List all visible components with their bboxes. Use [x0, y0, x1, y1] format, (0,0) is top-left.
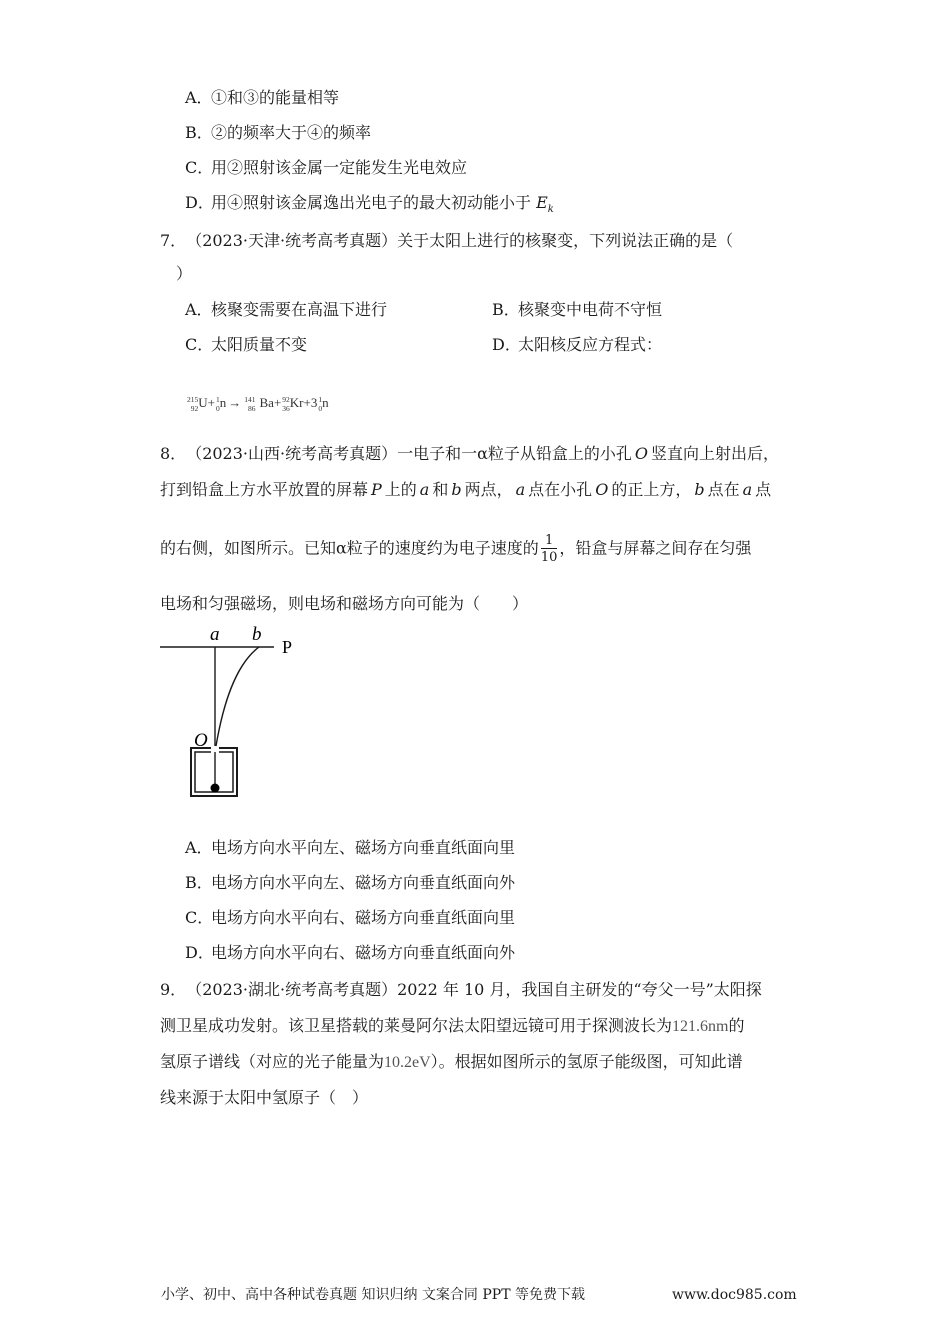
- energy-value: 10.2eV: [384, 1054, 431, 1071]
- n-mass: 1: [215, 395, 220, 405]
- q8-option-c: [185, 908, 515, 929]
- ba-symbol: Ba: [259, 395, 274, 410]
- var-a: a: [515, 480, 526, 499]
- label-O: O: [194, 730, 208, 751]
- plus-sign: +: [207, 395, 215, 410]
- label-P: P: [282, 637, 293, 657]
- option-letter: B．: [185, 873, 213, 892]
- option-letter: C．: [185, 158, 214, 177]
- reaction-arrow: →: [228, 395, 242, 410]
- energy-subscript: k: [547, 204, 554, 216]
- plus-three: +3: [303, 395, 318, 410]
- var-a: a: [419, 480, 430, 499]
- text-segment: 和: [432, 480, 449, 499]
- plus-sign: +: [273, 395, 282, 410]
- question-number: 8．: [160, 444, 187, 463]
- option-text: 核聚变中电荷不守恒: [518, 300, 663, 319]
- u-mass: 215: [187, 395, 199, 405]
- option-text: ②的频率大于④的频率: [211, 123, 372, 142]
- q6-option-d: [185, 193, 554, 216]
- ba-mass: 141: [244, 395, 256, 405]
- q8-option-b: [185, 873, 515, 894]
- q7-option-b: [492, 300, 662, 321]
- text-segment: 的右侧，如图所示。已知α粒子的速度约为电子速度的: [160, 538, 539, 558]
- q8-line-3: [160, 533, 751, 565]
- nuclear-equation: [186, 395, 329, 413]
- q8-option-a: [185, 838, 515, 859]
- text-segment: 点在小孔: [528, 480, 593, 499]
- q8-option-d: [185, 943, 515, 964]
- q9-line-4: 线来源于太阳中氢原子（ ）: [160, 1088, 369, 1107]
- q8-line-2: [160, 480, 771, 501]
- option-text: 电场方向水平向左、磁场方向垂直纸面向外: [211, 873, 516, 892]
- var-b: b: [451, 480, 462, 499]
- q9-line-1: [160, 980, 762, 1001]
- kr-symbol: Kr: [289, 395, 304, 410]
- q8-figure: [155, 620, 315, 802]
- text-segment: 上的: [384, 480, 417, 499]
- option-text: 电场方向水平向右、磁场方向垂直纸面向外: [211, 943, 516, 962]
- question-source: （2023·湖北·统考高考真题）: [194, 980, 398, 999]
- text-segment: 2022 年 10 月，我国自主研发的“夸父一号”太阳探: [397, 980, 762, 999]
- question-number: 7．: [160, 231, 187, 250]
- question-source: （2023·山西·统考高考真题）: [194, 444, 398, 463]
- text-segment: 竖直向上射出后，: [651, 444, 780, 463]
- text-segment: 测卫星成功发射。该卫星搭载的莱曼阿尔法太阳望远镜可用于探测波长为: [160, 1016, 673, 1035]
- particle-source: [211, 784, 220, 793]
- text-segment: 两点，: [464, 480, 513, 499]
- label-b: b: [252, 624, 262, 645]
- text-segment: 打到铅盒上方水平放置的屏幕: [160, 480, 369, 499]
- q8-line-4: 电场和匀强磁场，则电场和磁场方向可能为（ ）: [160, 594, 529, 613]
- option-text: 用②照射该金属一定能发生光电效应: [211, 158, 468, 177]
- text-segment: 的正上方，: [611, 480, 692, 499]
- text-segment: 的: [728, 1016, 745, 1035]
- text-segment: 点: [755, 480, 772, 499]
- option-text: 太阳质量不变: [211, 335, 308, 354]
- text-segment: ，铅盒与屏幕之间存在匀强: [559, 538, 752, 558]
- energy-symbol: E: [536, 193, 548, 212]
- q7-stem: [160, 231, 733, 252]
- option-text: ①和③的能量相等: [211, 88, 340, 107]
- text-segment: 点在: [707, 480, 740, 499]
- var-O: O: [595, 480, 609, 499]
- option-letter: A．: [185, 838, 213, 857]
- fraction-denominator: 10: [540, 550, 558, 565]
- u-charge: 92: [190, 404, 199, 414]
- fraction-numerator: 1: [544, 533, 554, 548]
- n2-mass: 1: [318, 395, 323, 405]
- q8-line-1: [160, 444, 779, 465]
- option-letter: B．: [492, 300, 520, 319]
- n2-charge: 0: [318, 404, 323, 414]
- option-text: 太阳核反应方程式：: [518, 335, 663, 354]
- fraction: [541, 533, 558, 565]
- option-text: 电场方向水平向左、磁场方向垂直纸面向里: [211, 838, 516, 857]
- option-text: 核聚变需要在高温下进行: [211, 300, 388, 319]
- footer-url[interactable]: www.doc985.com: [672, 1287, 797, 1303]
- question-source: （2023·天津·统考高考真题）: [194, 231, 398, 250]
- q7-option-d: [492, 335, 662, 356]
- var-P: P: [371, 480, 382, 499]
- question-number: 9．: [160, 980, 187, 999]
- electron-path: [216, 647, 259, 746]
- option-letter: C．: [185, 908, 214, 927]
- option-letter: A．: [185, 88, 213, 107]
- label-a: a: [210, 624, 220, 645]
- option-letter: D．: [185, 193, 214, 212]
- footer-text: 小学、初中、高中各种试卷真题 知识归纳 文案合同 PPT 等免费下载: [161, 1287, 585, 1303]
- q7-stem-end: ）: [176, 264, 193, 283]
- text-segment: 氢原子谱线（对应的光子能量为: [160, 1052, 385, 1071]
- var-O: O: [634, 444, 649, 463]
- option-letter: A．: [185, 300, 213, 319]
- q9-line-3: [160, 1052, 743, 1074]
- question-text: 关于太阳上进行的核聚变，下列说法正确的是（: [397, 231, 734, 250]
- kr-charge: 36: [282, 404, 290, 414]
- var-b: b: [694, 480, 705, 499]
- kr-mass: 92: [282, 395, 290, 405]
- n-charge: 0: [215, 404, 220, 414]
- option-text: 用④照射该金属逸出光电子的最大初动能小于: [211, 193, 537, 212]
- option-text: 电场方向水平向右、磁场方向垂直纸面向里: [211, 908, 516, 927]
- q6-option-b: [185, 123, 371, 144]
- q6-option-a: [185, 88, 339, 109]
- ba-charge: 86: [247, 404, 256, 414]
- n2-symbol: n: [322, 395, 329, 410]
- var-a: a: [742, 480, 753, 499]
- q7-option-c: [185, 335, 307, 356]
- q7-option-a: [185, 300, 387, 321]
- q6-option-c: [185, 158, 467, 179]
- option-letter: D．: [492, 335, 521, 354]
- option-letter: D．: [185, 943, 214, 962]
- n-symbol: n: [219, 395, 227, 410]
- q9-line-2: [160, 1016, 744, 1038]
- text-segment: ）。根据如图所示的氢原子能级图，可知此谱: [430, 1052, 743, 1071]
- option-letter: C．: [185, 335, 214, 354]
- wavelength-value: 121.6nm: [672, 1018, 729, 1035]
- u-symbol: U: [198, 395, 208, 410]
- option-letter: B．: [185, 123, 213, 142]
- text-segment: 一电子和一α粒子从铅盒上的小孔: [397, 444, 632, 463]
